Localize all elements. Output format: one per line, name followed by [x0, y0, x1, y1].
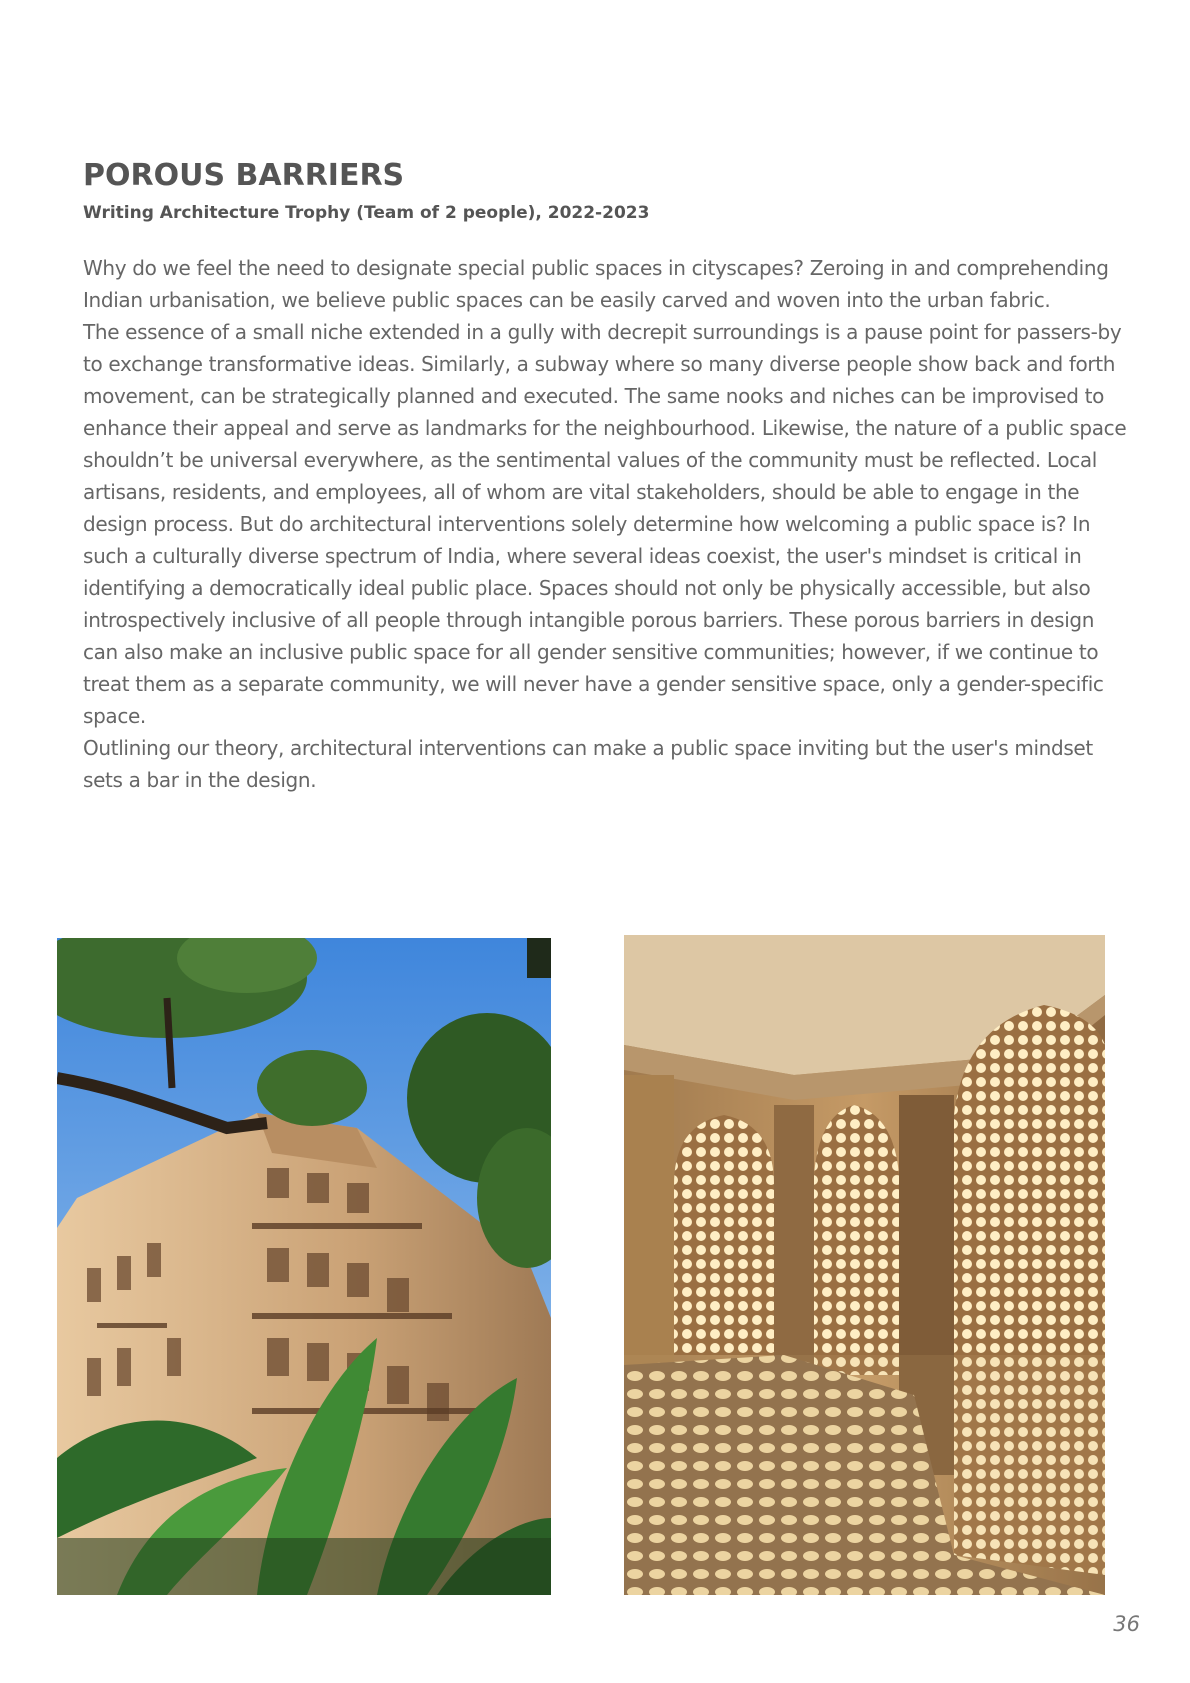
heritage-building-illustration — [57, 938, 551, 1595]
body-text — [83, 252, 1128, 796]
paragraph-1: Why do we feel the need to designate special public spaces in cityscapes? Zeroing in and comprehending Indian urbanisation, we believe public spaces can be easily carved and woven into the urban fabric. — [83, 256, 1109, 312]
heritage-building-photo — [57, 938, 551, 1595]
paragraph-3: Outlining our theory, architectural interventions can make a public space inviting but the user's mindset sets a bar in the design. — [83, 736, 1093, 792]
paragraph-2: The essence of a small niche extended in a gully with decrepit surroundings is a pause point for passers-by to exchange transformative ideas. Similarly, a subway where so many diverse people show back and forth movement, can be strategically planned and executed. The same nooks and niches can be improvised to enhance their appeal and serve as landmarks for the neighbourhood. Likewise, the nature of a public space shouldn’t be universal everywhere, as the sentimental values of the community must be reflected. Local artisans, residents, and employees, all of whom are vital stakeholders, should be able to engage in the design process. But do architectural interventions solely determine how welcoming a public space is? In such a culturally diverse spectrum of India, where several ideas coexist, the user's mindset is critical in identifying a democratically ideal public place. Spaces should not only be physically accessible, but also introspectively inclusive of all people through intangible porous barriers. These porous barriers in design can also make an inclusive public space for all gender sensitive communities; however, if we continue to treat them as a separate community, we will never have a gender sensitive space, only a gender-specific space. — [83, 320, 1127, 728]
page-subtitle: Writing Architecture Trophy (Team of 2 people), 2022-2023 — [83, 203, 650, 223]
jali-screen-photo — [624, 935, 1105, 1595]
jali-screen-illustration — [624, 935, 1105, 1595]
page-number: 36 — [1113, 1612, 1140, 1636]
page-title: POROUS BARRIERS — [83, 158, 405, 193]
